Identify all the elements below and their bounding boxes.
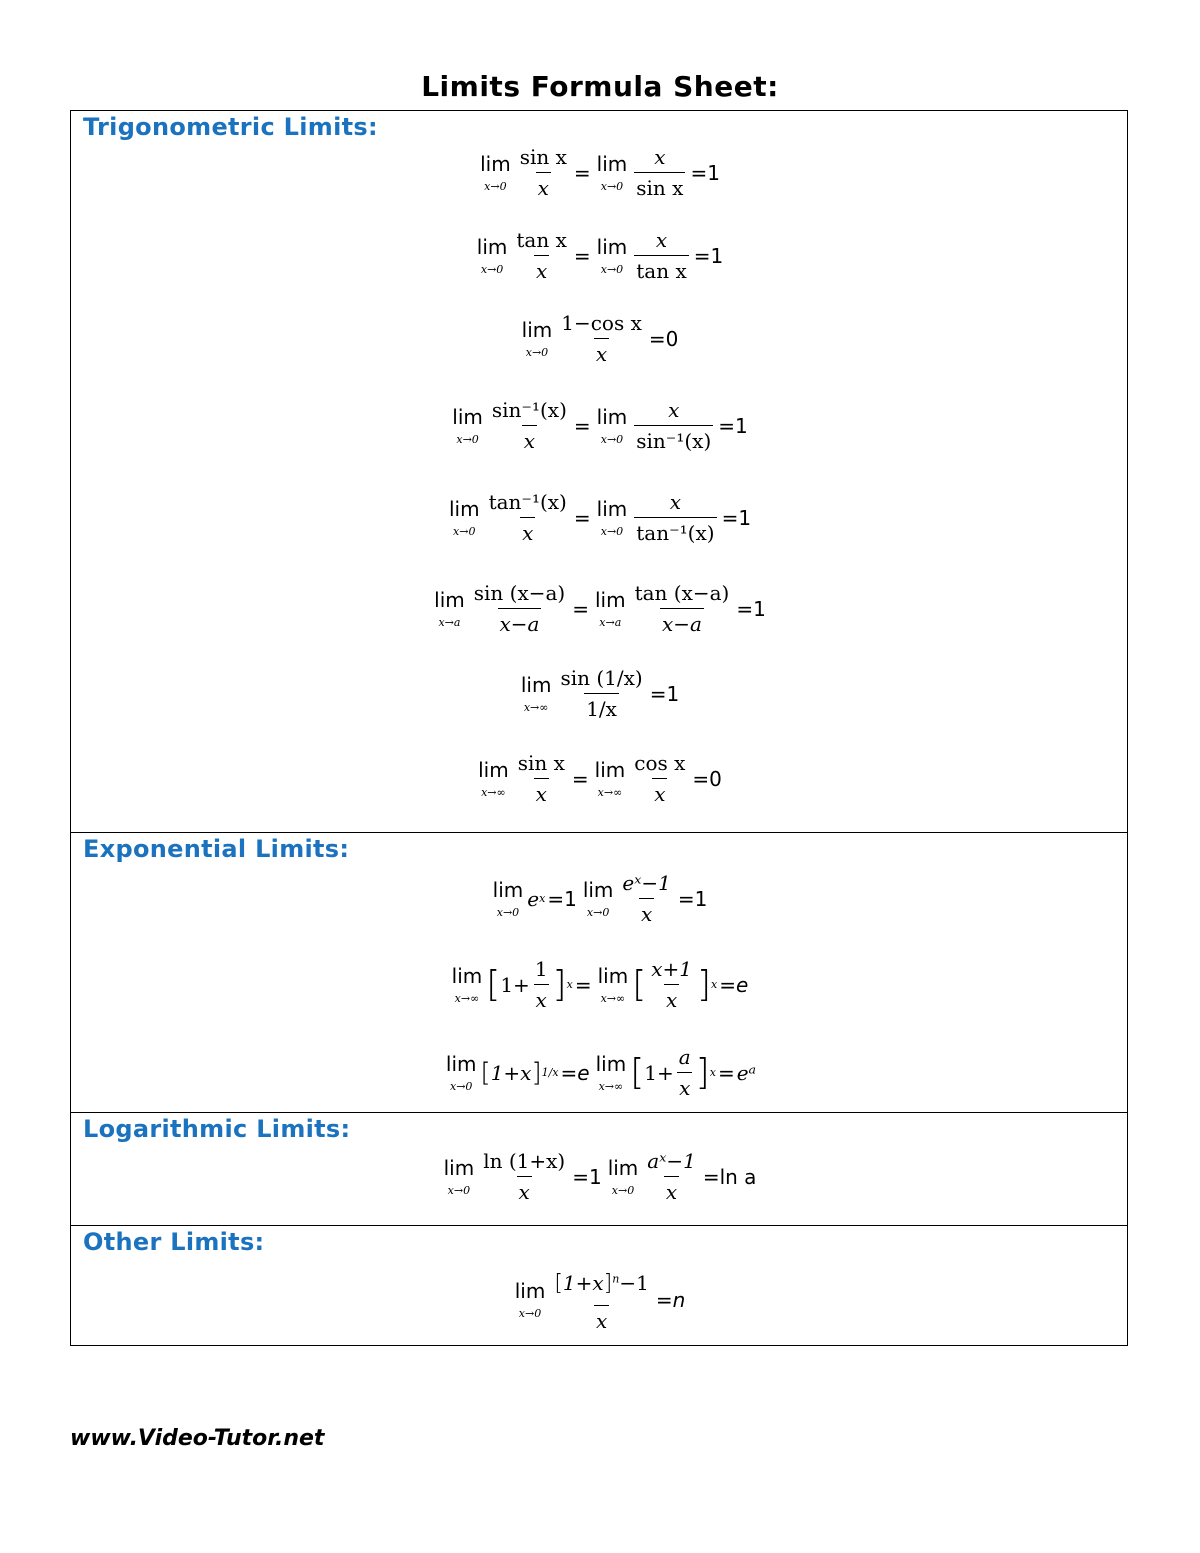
section-exponential (71, 832, 1127, 1112)
formula-tanx-over-x: lim x→0 $\frac{\text{tan x}}{x}$ = lim x→0 $\frac{x}{\text{tan x}}$ =1 (476, 228, 724, 283)
formula-shifted: lim x→a $\frac{\sin (x-a)}{x-a}$ = lim x→a $\frac{\tan (x-a)}{x-a}$ =1 (434, 581, 766, 636)
section-heading: Exponential Limits: (83, 835, 350, 863)
section-other (71, 1225, 1127, 1347)
formula-arctan: lim x→0 $\frac{\text{tan⁻¹(x)}}{x}$ = lim x→0 $\frac{x}{\text{tan⁻¹(x)}}$ =1 (448, 490, 752, 545)
formula-exp: lim x→0 e x =1 lim x→0 $\frac{\text{eˣ−1}}{x}$ =1 (492, 871, 708, 926)
section-trigonometric (71, 111, 1127, 832)
website-footer: www.Video-Tutor.net (70, 1426, 325, 1451)
section-heading: Logarithmic Limits: (83, 1115, 351, 1143)
formula-arcsin: lim x→0 $\frac{\text{sin⁻¹(x)}}{x}$ = lim x→0 $\frac{x}{\text{sin⁻¹(x)}}$ =1 (452, 398, 748, 453)
section-logarithmic (71, 1112, 1127, 1225)
section-heading: Other Limits: (83, 1228, 265, 1256)
formula-sinx-over-x: lim x→0 $\frac{\text{sin x}}{x}$ = lim x→0 $\frac{x}{\text{sin x}}$ =1 (480, 145, 720, 200)
page-title: Limits Formula Sheet: (421, 70, 779, 103)
formula-table (70, 110, 1128, 1346)
section-heading: Trigonometric Limits: (83, 113, 378, 141)
formula-sin-reciprocal: lim x→∞ $\frac{\sin (1/x)}{1/x}$ =1 (520, 666, 680, 721)
formula-log: lim x→0 $\frac{\ln (1+x)}{x}$ =1 lim x→0 $\frac{\text{aˣ−1}}{x}$ =ln a (443, 1149, 757, 1204)
formula-e-power: lim x→0 [ 1+x ] 1/x =e lim x→∞ [ 1+ $\frac{a}{x}$ ] x = eᵃ (445, 1045, 757, 1100)
formula-e-definition: lim x→∞ [ 1+ $\frac{1}{x}$ ] x = lim x→∞ [ $\frac{x+1}{x}$ ] x =e (451, 957, 749, 1012)
formula-one-minus-cos: lim x→0 $\frac{\text{1−cos x}}{x}$ =0 (521, 311, 679, 366)
formula-power: lim x→0 $\frac{[1+x]^n-1}{x}$ =n (514, 1271, 686, 1333)
formula-sin-cos-inf: lim x→∞ $\frac{\text{sin x}}{x}$ = lim x→∞ $\frac{\text{cos x}}{x}$ =0 (478, 751, 722, 806)
